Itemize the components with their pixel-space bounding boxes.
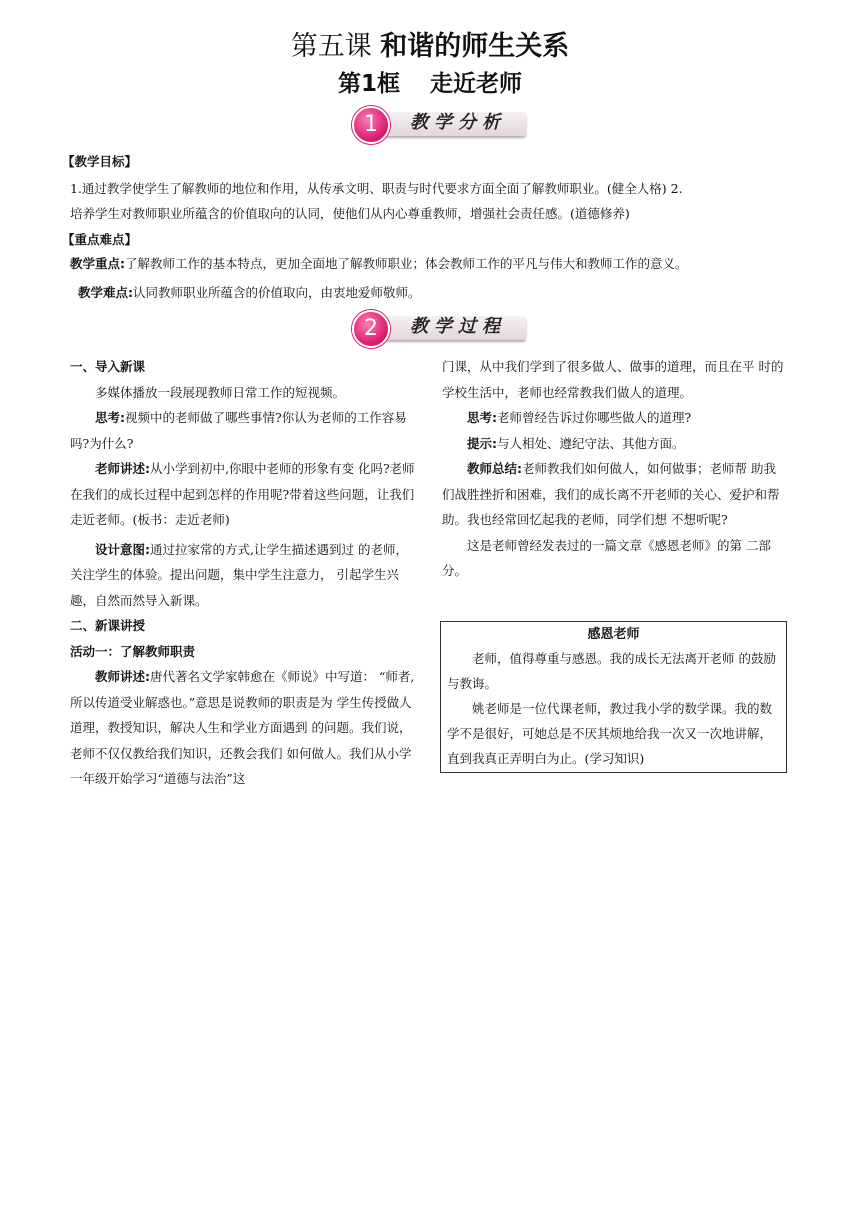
- intro-paragraph: 多媒体播放一段展现教师日常工作的短视频。: [95, 384, 346, 400]
- activity-heading: 活动一：了解教师职责: [70, 643, 196, 659]
- lesson-number: 第五课: [290, 31, 372, 62]
- summary-label: 教师总结:: [467, 461, 522, 476]
- left-column: [70, 354, 420, 792]
- think-paragraph: [70, 405, 420, 456]
- difficulty-point: [78, 280, 818, 305]
- article-title: 感恩老师: [587, 627, 640, 642]
- section-badge-analysis: [352, 106, 528, 142]
- difficulty-text: 认同教师职业所蕴含的价值取向，由衷地爱师敬师。: [133, 285, 421, 300]
- activity-text: 唐代著名文学家韩愈在《师说》中写道： “师者,所以传道受业解惑也。”意思是说教师的职责是为 学生传授做人道理，教授知识，解决人生和学业方面遇到 的问题。我们说，老师不仅仅教给我们知识，还教会我们 如何做人。我们从小学一年级开始学习“道德与法治”这: [70, 669, 415, 786]
- design-paragraph: [70, 537, 420, 614]
- key-heading: 【重点难点】: [62, 232, 138, 247]
- difficulty-label: 教学难点:: [78, 285, 133, 300]
- teacher-paragraph: [70, 456, 420, 533]
- key-point-text: 了解教师工作的基本特点，更加全面地了解教师职业；体会教师工作的平凡与伟大和教师工作的意义。: [125, 256, 688, 271]
- frame-name: 走近老师: [430, 71, 522, 97]
- hint-paragraph: [442, 431, 787, 457]
- badge-number-icon: 1: [352, 106, 390, 144]
- goal-heading: 【教学目标】: [62, 154, 138, 169]
- badge-label: 教学过程: [410, 316, 506, 337]
- design-label: 设计意图:: [95, 541, 150, 557]
- summary-paragraph: [442, 456, 787, 533]
- goal-line-1: 1.通过教学使学生了解教师的地位和作用，从传承文明、职责与时代要求方面全面了解教师职业。(健全人格) 2.: [70, 181, 683, 196]
- activity-paragraph: [70, 664, 420, 792]
- article-intro: 这是老师曾经发表过的一篇文章《感恩老师》的第 二部分。: [442, 537, 771, 578]
- right-think-paragraph: [442, 405, 787, 431]
- teacher-label: 老师讲述:: [95, 461, 150, 476]
- activity-label: 教师讲述:: [95, 669, 150, 684]
- badge-number-icon: 2: [352, 310, 390, 348]
- goal-line-2: 培养学生对教师职业所蕴含的价值取向的认同，使他们从内心尊重教师，增强社会责任感。(道德修养): [70, 206, 630, 221]
- key-point-label: 教学重点:: [70, 256, 125, 271]
- continued-paragraph: 门课，从中我们学到了很多做人、做事的道理，而且在平 时的学校生活中，老师也经常教我们做人的道理。: [442, 359, 784, 400]
- article-paragraph-2: 姚老师是一位代课老师，教过我小学的数学课。我的数学不是很好，可她总是不厌其烦地给我一次又一次地讲解，直到我真正弄明白为止。(学习知识): [447, 701, 773, 766]
- summary-text: 老师教我们如何做人，如何做事；老师帮 助我们战胜挫折和困难，我们的成长离不开老师的关心、爱护和帮助。我也经常回忆起我的老师，同学们想 不想听呢?: [442, 461, 780, 527]
- badge-label: 教学分析: [410, 112, 506, 133]
- teacher-text: 从小学到初中,你眼中老师的形象有变 化吗?老师在我们的成长过程中起到怎样的作用呢?带着这些问题，让我们走近老师。(板书：走近老师): [70, 461, 415, 527]
- section-heading-new: 二、新课讲授: [70, 618, 146, 633]
- article-box: [440, 621, 787, 773]
- design-text: 通过拉家常的方式,让学生描述遇到过 的老师，关注学生的体验。提出问题，集中学生注意力， 引起学生兴趣，自然而然导入新课。: [70, 541, 408, 608]
- frame-title: [0, 70, 860, 98]
- hint-text: 与人相处、遵纪守法、其他方面。: [497, 435, 685, 451]
- section-heading-intro: 一、导入新课: [70, 359, 146, 374]
- think-text: 视频中的老师做了哪些事情?你认为老师的工作容易吗?为什么?: [70, 410, 407, 451]
- article-paragraph-1: 老师，值得尊重与感恩。我的成长无法离开老师 的鼓励与教诲。: [447, 651, 776, 691]
- lesson-title: [0, 30, 860, 64]
- key-point: [70, 251, 810, 276]
- think-label: 思考:: [95, 410, 125, 425]
- lesson-name: 和谐的师生关系: [380, 31, 570, 62]
- section-badge-process: [352, 310, 528, 346]
- right-column: [442, 354, 787, 584]
- frame-number: 第1框: [337, 71, 400, 97]
- right-think-text: 老师曾经告诉过你哪些做人的道理?: [497, 410, 692, 425]
- right-think-label: 思考:: [467, 410, 497, 425]
- hint-label: 提示:: [467, 435, 497, 451]
